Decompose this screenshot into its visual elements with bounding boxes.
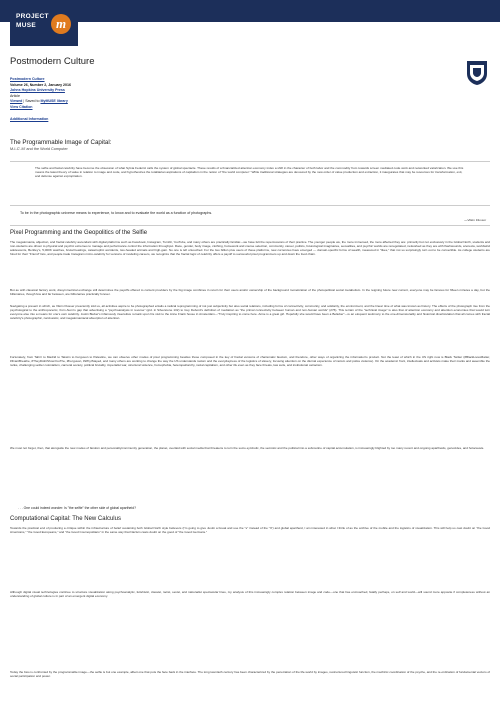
paragraph: Fortunately, from Tahrir to Madrid to Taksim to Ferguson to Palestine, we can observe other modes of pixel programming besides those composed in the key of fractal versions of charismatic fascism, and therefore, other ways of organizing the information's product. Not the least of which in the US right now is Black Twitter (#BlackLivesMatter, #ICantBreathe, #TheyDidntShowYouThe, #Ferguson, #WhyIStayed, and many others are working to change the way the US understands racism and the everydayness of the logistics of slavery, focusing attention on the diurnal experience of racism and police violence). On the academic front, intellectuals and activists make their marks and assemble the ranks, challenging settler colonialism, carceral society, political brutality, imperialist war, structural violence, homophobia, heteropatriarchy, racial capitalism, and other ills even as they face threats, law suits, and institutional ostracism. — [10, 355, 490, 368]
abstract-divider-top — [10, 161, 490, 162]
block-quote: . . . One could indeed wonder: Is "the selfie" the other side of global apartheid? — [18, 506, 136, 510]
additional-info-link[interactable]: Additional Information — [10, 116, 49, 121]
paragraph: Today the bios is confronted by the programmable image—the selfie is but one example, albeit one that puts the face back in the interface. The long twentieth century has been characterized by the penetration of the life-world by images, restructured linguistic function, the machinic coordination of the psyche, and the re-ordination of fundamental vectors of social participation and power. — [10, 670, 490, 679]
paragraph: But as with classical factory work, dissymmetrical exchange still determines the payoffs offered to content providers by the big image combines in return for their users and/or ownership of the background monetization of the photopolitical social metabolism. In the reigning future new current, everyone may be famous for fifteen minutes a day, but the billionaires, though few and far between, are billionaires practically forever. — [10, 288, 490, 297]
section-heading: Computational Capital: The New Calculus — [10, 516, 121, 522]
paragraph: Although digital visual technologies continue to structure visualization along psychoanalytic, fetishistic, classist, racist, sexist, and nationalist spectacular lines, my analysis of this increasingly complex relation between image and code—one that has encroached, fatally perhaps, on self and world—will sound more apposite if completeness without an understanding of global culture is in part of an emergent digital economy. — [10, 590, 490, 599]
publisher-link[interactable]: Johns Hopkins University Press — [10, 88, 65, 93]
viewed-link[interactable]: Viewed — [10, 99, 23, 104]
article-subtitle: M-I-C'-M' and the World Computer — [10, 147, 68, 151]
saved-label: Saved to — [25, 99, 40, 104]
epigraph-attribution: —Vilém Flusser — [464, 218, 486, 222]
article-title: The Programmable Image of Capital: — [10, 139, 112, 146]
mymuse-link[interactable]: MyMUSE library — [40, 99, 68, 104]
volume-info: Volume 26, Number 2, January 2016 — [10, 82, 72, 87]
viewed-saved-row: Viewed | Saved to MyMUSE library — [10, 99, 68, 104]
journal-link[interactable]: Postmodern Culture — [10, 77, 45, 81]
logo-line-1: PROJECT — [16, 13, 49, 20]
project-muse-logo[interactable] — [10, 8, 78, 46]
epigraph-divider — [10, 225, 490, 226]
paragraph: We must not forget, then, that alongside the new modes of fandom and personality/community generation, the planet, overlaid with social media that threatens to turn the socio-symbolic, the semiotic and the political into a subroutine of capital accumulation, is increasingly blighted by too many recent and ongoing apartheids, genocides, and holocausts. — [10, 446, 485, 450]
paragraph: Navigating a present in which, as Vilém Flusser presciently told us, all activities aspire to be photographed entails a radical reprogramming of not just subjectivity but also social relations, including forms of connectivity, community, and solidarity, the environment, and the linear time of what was known as history. The effects of the photograph rise from the psychological to the anthropocenic, from Atom's gap that advertising a "psychoanalysis in reverse" (qtd. in Silverstone 132) to Guy Debord's definition of mediation as "the primal connectivity between human and non-human worlds" (276). This terrain of the "technical image" is also that of attention economy and attention economies that would turn everyone else into a means for one's own celebrity. Justin Bieber's infamously insensitive remark upon his visit to the Anne Frank house in Amsterdam—"Truly inspiring to come here. Anne is a great girl. Hopefully she would have been a Belieber"—is an eloquent testimony to the one-dimensionality and historical diverticulation that all comes with fractal celebrity's photographic, narcissistic, and megalomaniacal absorption of attention. — [10, 304, 490, 321]
epigraph-text: To be in the photographic universe means to experience, to know and to evaluate the world as a function of photographs. — [20, 211, 213, 215]
section-heading: Pixel Programming and the Geopolitics of the Selfie — [10, 230, 148, 236]
logo-line-2: MUSE — [16, 22, 36, 29]
muse-m-icon: m — [51, 14, 71, 34]
article-metadata — [10, 77, 71, 122]
paragraph: Towards the practical end of producing a critique within the infrastructure of belief sustaining both Global North style believers (I'm going to give Justin a break and use the "s" instead of the "It") and global apartheid, I am interested in what I think of as the archive of the mobile and the logistics of visualization. This will help us cast doubt on "the Good Americans," "the Good Europeans," and "the Good Cosmopolitans" in the same way that Nazism casts doubt on the good of "the Good Germans." — [10, 526, 490, 535]
article-type: Article — [10, 93, 20, 98]
view-citation-link[interactable]: View Citation — [10, 104, 33, 109]
abstract-text: The selfie and facial celebrity have become the obsession of what Sylvia Federici calls the system of global spectacle. These results of a financialized attention economy index a shift in the character of both labor and the commodity from towards screen mediated code work and networked valorization. We use this means the latest theory of value in relation to image and code, and hypothesizes the totalitarian aspirations of capitalism in the notion of "the world computer." While traditional strategies are devoured by the new order of value production and extraction, it inaugurates that may be resources for transformation, exit, and defense against expropriation. — [35, 166, 464, 179]
journal-title: Postmodern Culture — [10, 56, 95, 67]
paragraph: The megalomania, abjection, and fractal celebrity ascendant with digital platforms such as Facebook, Instagram, Tumblr, YouTube, and many others are practically familiar—we have felt the repercussions of their practice. The younger people we, the more immersed, the more affected they are: primarily but not exclusively in the Global North, students and non-students are driven to physical and psychic extremes to manage and performance control the information throughput. Race, gender, body image, clothing, homework and course selection, community, career, politics, futurological imaginaries, sexualities, and psychic worlds are renegotiated, networked as they are with flashwounds, anorexia, worldwind adolescents, Bentley's, 5,000K watches, brutal beatings, catastrophic accidents, two-headed animals and high-gain. No one is left untouched. For the two billion plus users of these platforms, new currencies have emerged — domain-specific forms of wealth, measured in "likes," that not so surprisingly turn out to be convertible. As college students are hired for their "Friend" lists, and people trade Instagram micro-celebrity for versions of modeling careers, we recognize that the fractal logic of celebrity offers a payoff to successful pixel programmers up and down the food chain. — [10, 240, 490, 257]
jhu-crest-icon — [466, 60, 488, 86]
abstract-divider-bottom — [10, 205, 490, 206]
